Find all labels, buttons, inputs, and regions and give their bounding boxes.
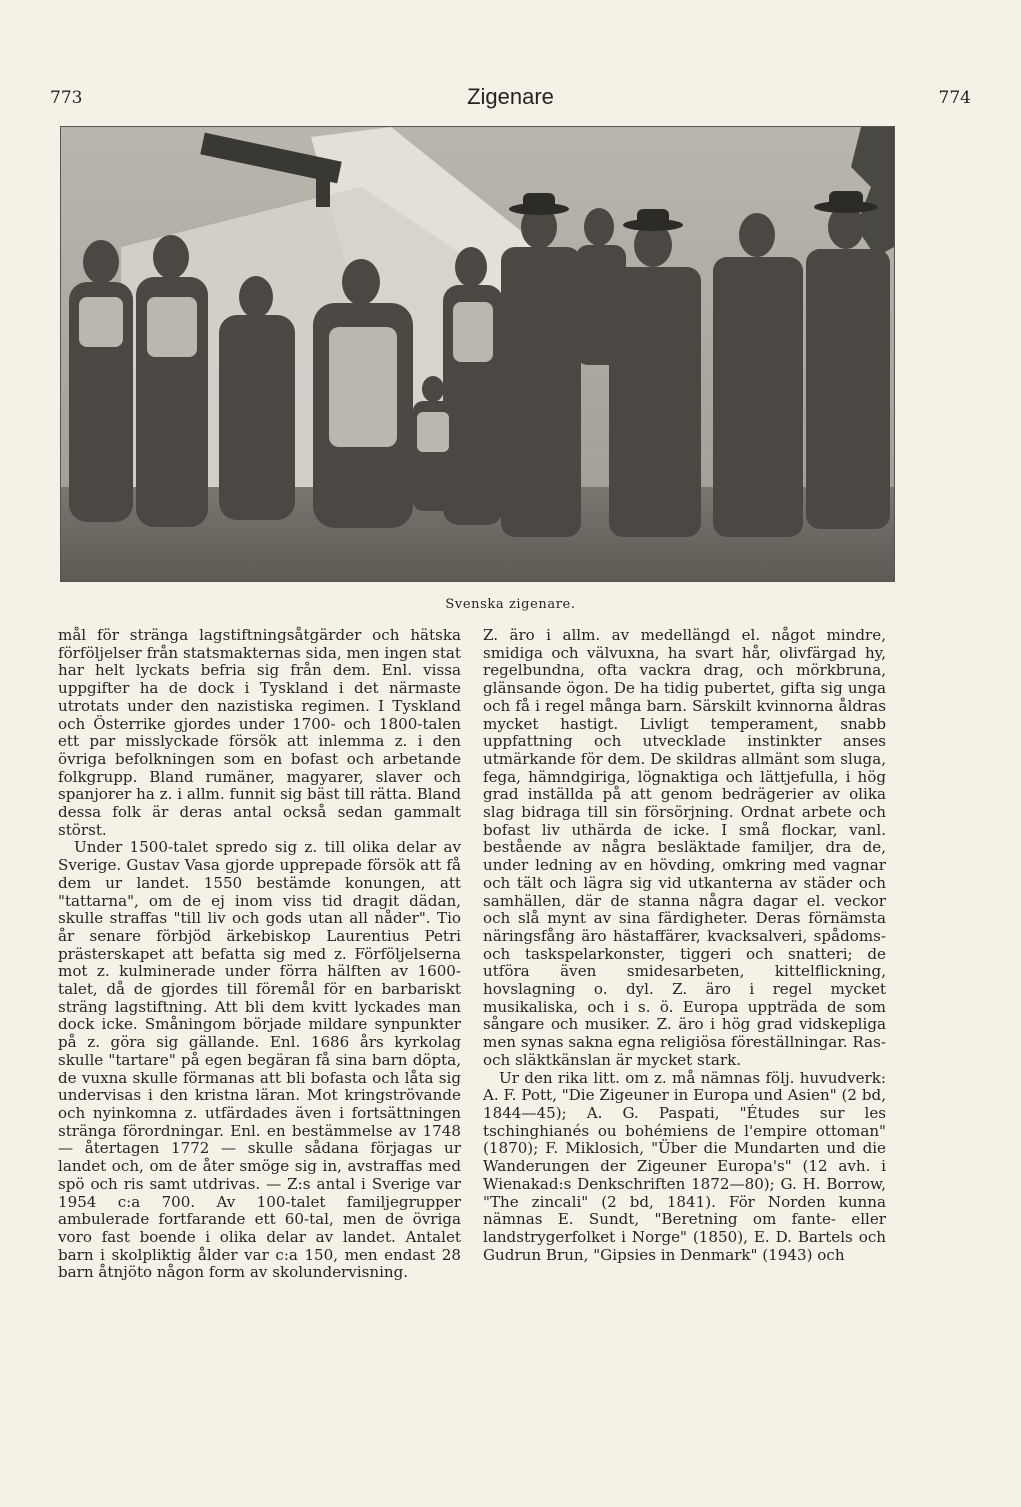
left-column (58, 627, 461, 1282)
page-header (50, 84, 971, 114)
photograph-illustration (61, 127, 894, 581)
figure-caption: Svenska zigenare. (445, 597, 576, 612)
running-title: Zigenare (467, 84, 554, 109)
left-paragraph-1: mål för stränga lagstiftningsåtgärder och hätska förföljelser från statsmakternas sida, men ingen stat har helt lyckats befria sig från dem. Enl. vissa uppgifter ha de dock i Tyskland i det närmaste utrotats under den nazistiska regimen. I Tyskland och Österrike gjordes under 1700- och 1800-talen ett par misslyckade försök att inlemma z. i den övriga befolkningen som en bofast och arbetande folkgrupp. Bland rumäner, magyarer, slaver och spanjorer ha z. i allm. funnit sig bäst till rätta. Bland dessa folk är deras antal också sedan gammalt störst. (58, 626, 461, 839)
right-column (483, 627, 886, 1264)
right-paragraph-1: Z. äro i allm. av medellängd el. något mindre, smidiga och välvuxna, ha svart hår, olivfärgad hy, regelbundna, ofta vackra drag, och mörkbruna, glänsande ögon. De ha tidig pubertet, gifta sig unga och få i regel många barn. Särskilt kvinnorna åldras mycket hastigt. Livligt temperament, snabb uppfattning och utvecklade instinkter anses utmärkande för dem. De skildras allmänt som sluga, fega, hämndgiriga, lögnaktiga och lättjefulla, i hög grad inställda på att genom bedrägerier av olika slag bidraga till sin försörjning. Ordnat arbete och bofast liv uthärda de icke. I små flockar, vanl. bestående av några besläktade familjer, dra de, under ledning av en hövding, omkring med vagnar och tält och lägra sig vid utkanterna av städer och samhällen, där de stanna några dagar el. veckor och slå mynt av sina färdigheter. Deras förnämsta näringsfång äro hästaffärer, kvacksalveri, spådoms- och taskspelarkonster, tiggeri och snatteri; de utföra även smidesarbeten, kittelflickning, hovslagning o. dyl. Z. äro i regel mycket musikaliska, och i s. ö. Europa uppträda de som sångare och musiker. Z. äro i hög grad vidskepliga men synas sakna egna religiösa föreställningar. Ras- och släktkänslan är mycket stark. (483, 626, 886, 1069)
right-paragraph-2: Ur den rika litt. om z. må nämnas följ. huvudverk: A. F. Pott, "Die Zigeuner in Europa und Asien" (2 bd, 1844—45); A. G. Paspati, "Études sur les tschinghianés ou bohémiens de l'empire ottoman" (1870); F. Miklosich, "Über die Mundarten und die Wanderungen der Zigeuner Europa's" (12 avh. i Wienakad:s Denkschriften 1872—80); G. H. Borrow, "The zincali" (2 bd, 1841). För Norden kunna nämnas E. Sundt, "Beretning om fante- eller landstrygerfolket i Norge" (1850), E. D. Bartels och Gudrun Brun, "Gipsies in Denmark" (1943) och (483, 1068, 886, 1264)
group-photograph (60, 126, 895, 582)
left-paragraph-2: Under 1500-talet spredo sig z. till olika delar av Sverige. Gustav Vasa gjorde upprepade försök att få dem ur landet. 1550 bestämde konungen, att "tattarna", om de ej inom viss tid dragit dädan, skulle straffas "till liv och gods utan all nåder". Tio år senare förbjöd ärkebiskop Laurentius Petri prästerskapet att befatta sig med z. Förföljelserna mot z. kulminerade under förra hälften av 1600-talet, då de gjordes till föremål för en barbariskt sträng lagstiftning. Att bli dem kvitt lyckades man dock icke. Småningom började mildare synpunkter på z. göra sig gällande. Enl. 1686 års kyrkolag skulle "tartare" på egen begäran få sina barn döpta, de vuxna skulle förmanas att bli bofasta och låta sig undervisas i den kristna läran. Mot kringströvande och nyinkomna z. utfärdades även i fortsättningen stränga förordningar. Enl. en bestämmelse av 1748 — återtagen 1772 — skulle sådana förjagas ur landet och, om de åter smöge sig in, avstraffas med spö och ris samt utdrivas. — Z:s antal i Sverige var 1954 c:a 700. Av 100-talet familjegrupper ambulerade fortfarande ett 60-tal, men de övriga voro fast boende i olika delar av landet. Antalet barn i skolpliktig ålder var c:a 150, men endast 28 barn åtnjöto någon form av skolundervisning. (58, 838, 461, 1282)
page-number-right: 774 (938, 88, 971, 108)
page-number-left: 773 (50, 88, 83, 108)
